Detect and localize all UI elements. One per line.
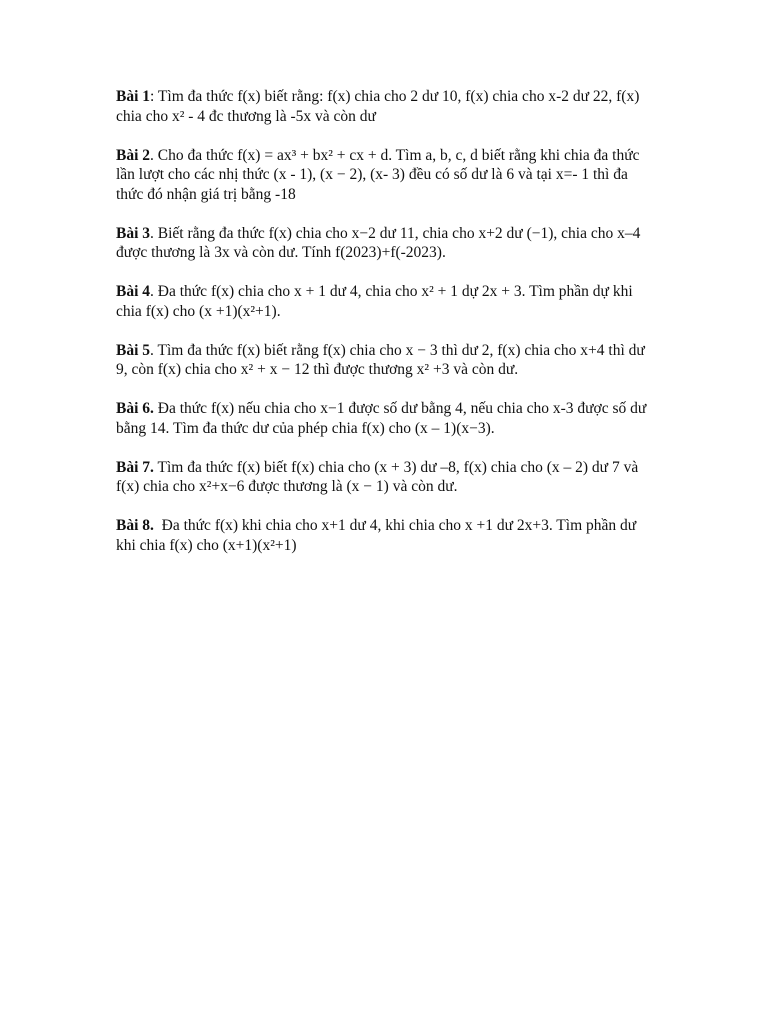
problem-2-text: . Cho đa thức f(x) = ax³ + bx² + cx + d. Tìm a, b, c, d biết rằng khi chia đa thức lần lượt cho các nhị thức (x - 1), (x − 2), (x- 3) đều có số dư là 6 và tại x=- 1 thì đa thức đó nhận giá trị bằng -18: [116, 146, 640, 203]
problem-7: [116, 458, 656, 497]
problem-3-text: . Biết rằng đa thức f(x) chia cho x−2 dư 11, chia cho x+2 dư (−1), chia cho x–4 được thương là 3x và còn dư. Tính f(2023)+f(-2023).: [116, 224, 641, 261]
problem-8-text: Đa thức f(x) khi chia cho x+1 dư 4, khi chia cho x +1 dư 2x+3. Tìm phần dư khi chia f(x) cho (x+1)(x²+1): [116, 517, 641, 554]
problem-3-label: Bài 3: [116, 224, 151, 242]
problem-7-label: Bài 7.: [116, 458, 154, 476]
problem-6: [116, 399, 656, 438]
problem-6-text: Đa thức f(x) nếu chia cho x−1 được số dư bằng 4, nếu chia cho x-3 được số dư bằng 14. Tìm đa thức dư của phép chia f(x) cho (x – 1)(x−3).: [116, 400, 647, 437]
problem-8: [116, 516, 656, 555]
problem-4: [116, 282, 656, 321]
problem-5-text: . Tìm đa thức f(x) biết rằng f(x) chia cho x − 3 thì dư 2, f(x) chia cho x+4 thì dư 9, còn f(x) chia cho x² + x − 12 thì được thương x² +3 và còn dư.: [116, 341, 645, 378]
document-page: [116, 87, 656, 575]
problem-1-label: Bài 1: [116, 88, 151, 105]
problem-5: [116, 341, 656, 380]
problem-4-text: . Đa thức f(x) chia cho x + 1 dư 4, chia cho x² + 1 dự 2x + 3. Tìm phần dự khi chia f(x) cho (x +1)(x²+1).: [116, 283, 633, 320]
problem-5-label: Bài 5: [116, 341, 151, 359]
problem-3: [116, 224, 656, 263]
problem-2-label: Bài 2: [116, 146, 151, 164]
problem-2: [116, 146, 656, 205]
problem-7-text: Tìm đa thức f(x) biết f(x) chia cho (x + 3) dư –8, f(x) chia cho (x – 2) dư 7 và f(x) chia cho x²+x−6 được thương là (x − 1) và còn dư.: [116, 458, 639, 495]
problem-4-label: Bài 4: [116, 283, 151, 300]
problem-1: [116, 87, 656, 126]
problem-1-text: : Tìm đa thức f(x) biết rằng: f(x) chia cho 2 dư 10, f(x) chia cho x-2 dư 22, f(x) chia cho x² - 4 đc thương là -5x và còn dư: [116, 88, 640, 125]
problem-6-label: Bài 6.: [116, 400, 154, 417]
problem-8-label: Bài 8.: [116, 517, 154, 534]
